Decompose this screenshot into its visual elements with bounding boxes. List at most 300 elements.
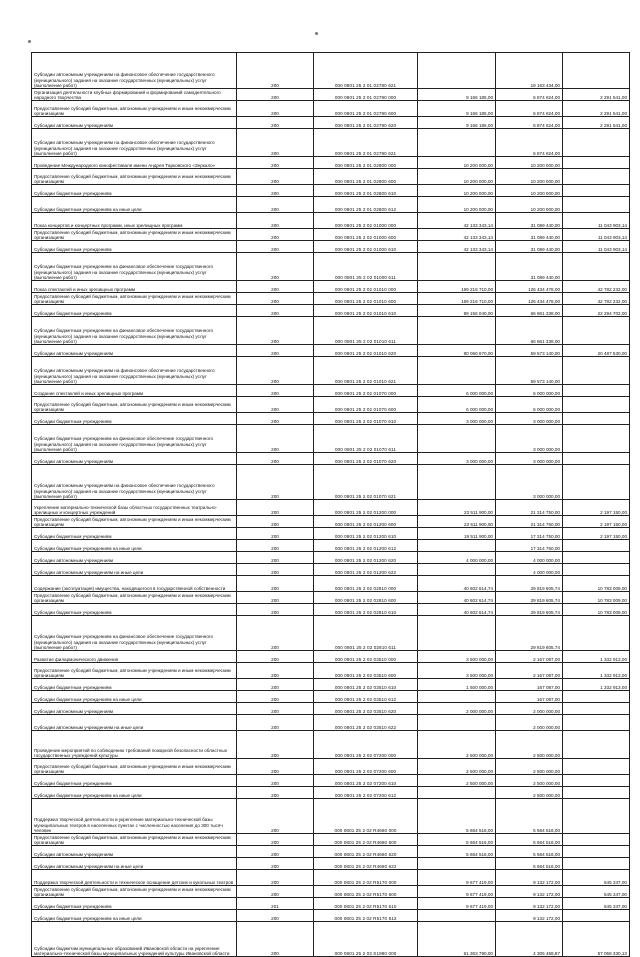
row-approved-amount-cell: 3 500 000,00 [418,663,496,679]
row-unexecuted-amount-cell [563,185,630,197]
row-line-code-cell: 200 [237,922,314,957]
row-name-cell: Предоставление субсидий бюджетным, автономным учреждениям и иным некоммерческим организациям [32,169,237,185]
row-name-cell: Предоставление субсидий бюджетным, автономным учреждениям и иным некоммерческим организациям [32,592,237,604]
row-approved-amount-cell: 9 677 419,00 [418,898,496,910]
row-name-cell: Субсидии автономным учреждениям [32,117,237,129]
row-name-cell: Субсидии бюджетным учреждениям [32,241,237,253]
row-classification-code-cell: 000 0801 25 2 02 02810 610 [314,604,418,616]
row-unexecuted-amount-cell: 10 783 009,00 [563,576,630,592]
row-name-cell: Субсидии бюджетным учреждениям на иные цели [32,197,237,213]
row-approved-amount-cell: 169 216 710,00 [418,293,496,305]
table-row [32,616,630,651]
row-unexecuted-amount-cell [563,552,630,564]
row-name-cell: Предоставление субсидий бюджетным, автономным учреждениям и иным некоммерческим организациям [32,397,237,413]
row-executed-amount-cell: 19 163 434,00 [496,53,563,89]
row-approved-amount-cell [418,425,496,453]
table-row [32,465,630,500]
row-unexecuted-amount-cell [563,465,630,500]
row-executed-amount-cell: 29 819 605,74 [496,616,563,651]
row-name-cell: Субсидии бюджетным учреждениям на иные цели [32,910,237,922]
row-approved-amount-cell: 61 363 790,00 [418,922,496,957]
row-approved-amount-cell: 23 511 900,00 [418,500,496,516]
row-executed-amount-cell: 2 000 000,00 [496,715,563,731]
row-classification-code-cell: 000 0801 25 2 02 01000 611 [314,253,418,281]
row-unexecuted-amount-cell [563,775,630,787]
table-row [32,731,630,759]
row-approved-amount-cell: 40 602 614,74 [418,604,496,616]
row-approved-amount-cell [418,564,496,576]
row-classification-code-cell: 000 0801 25 2 02 01200 612 [314,540,418,552]
row-approved-amount-cell: 42 133 343,14 [418,213,496,229]
row-line-code-cell: 200 [237,703,314,715]
row-approved-amount-cell: 3 000 000,00 [418,453,496,465]
row-approved-amount-cell: 10 200 000,00 [418,185,496,197]
row-approved-amount-cell [418,129,496,157]
row-unexecuted-amount-cell: 10 783 009,00 [563,592,630,604]
row-line-code-cell: 200 [237,552,314,564]
scan-margin [0,0,640,52]
row-line-code-cell: 200 [237,317,314,345]
row-unexecuted-amount-cell [563,397,630,413]
row-unexecuted-amount-cell [563,357,630,385]
row-name-cell: Субсидии бюджетным учреждениям на финансовое обеспечение государственного (муниципального) задания на оказание государственных (муниципальных) услуг (выполнение работ) [32,317,237,345]
row-executed-amount-cell: 10 200 000,00 [496,169,563,185]
row-line-code-cell: 200 [237,663,314,679]
table-row [32,425,630,453]
row-name-cell: Проведение мероприятий по соблюдению требований пожарной безопасности областных государственных учреждений культуры [32,731,237,759]
row-classification-code-cell: 000 0801 25 2 02 R4660 000 [314,799,418,834]
row-unexecuted-amount-cell [563,157,630,169]
table-row [32,89,630,101]
row-executed-amount-cell: 5 664 516,00 [496,846,563,858]
row-approved-amount-cell [418,616,496,651]
row-line-code-cell: 200 [237,691,314,703]
row-classification-code-cell: 000 0801 25 2 02 01070 000 [314,385,418,397]
row-line-code-cell: 200 [237,846,314,858]
row-executed-amount-cell: 2 500 000,00 [496,731,563,759]
row-line-code-cell: 200 [237,157,314,169]
row-unexecuted-amount-cell [563,253,630,281]
row-unexecuted-amount-cell: 2 291 541,00 [563,101,630,117]
row-name-cell: Субсидии автономным учреждениям на иные цели [32,858,237,870]
row-classification-code-cell: 000 0801 25 2 01 02800 000 [314,157,418,169]
row-executed-amount-cell: 66 861 338,00 [496,317,563,345]
row-executed-amount-cell: 9 132 172,00 [496,886,563,898]
table-row [32,870,630,886]
scan-dot [28,40,31,43]
row-executed-amount-cell: 6 000 000,00 [496,397,563,413]
row-line-code-cell: 200 [237,759,314,775]
row-line-code-cell: 200 [237,616,314,651]
row-classification-code-cell: 000 0801 25 2 02 03510 620 [314,703,418,715]
row-unexecuted-amount-cell: 1 332 913,00 [563,679,630,691]
table-row [32,604,630,616]
row-line-code-cell: 200 [237,910,314,922]
table-row [32,922,630,957]
row-unexecuted-amount-cell [563,564,630,576]
row-line-code-cell: 200 [237,345,314,357]
table-row [32,241,630,253]
table-row [32,129,630,157]
table-row [32,592,630,604]
row-executed-amount-cell: 2 500 000,00 [496,775,563,787]
row-classification-code-cell: 000 0801 25 2 02 01070 610 [314,413,418,425]
table-row [32,185,630,197]
row-classification-code-cell: 000 0801 25 2 02 01070 621 [314,465,418,500]
row-line-code-cell: 200 [237,870,314,886]
row-name-cell: Субсидии бюджетным учреждениям [32,775,237,787]
row-approved-amount-cell [418,858,496,870]
row-line-code-cell: 200 [237,834,314,846]
row-classification-code-cell: 000 0801 25 2 02 07200 600 [314,759,418,775]
row-approved-amount-cell: 2 500 000,00 [418,731,496,759]
row-line-code-cell: 200 [237,213,314,229]
row-name-cell: Субсидии бюджетным учреждениям [32,679,237,691]
row-unexecuted-amount-cell [563,540,630,552]
row-name-cell: Субсидии бюджетным учреждениям на финансовое обеспечение государственного (муниципального) задания на оказание государственных (муниципальных) услуг (выполнение работ) [32,253,237,281]
table-row [32,715,630,731]
row-approved-amount-cell: 9 677 419,00 [418,870,496,886]
row-name-cell: Поддержка творческой деятельности и укрепление материально-технической базы муниципальных театров в населенных пунктах с численностью населения до 300 тысяч человек [32,799,237,834]
row-classification-code-cell: 000 0801 25 2 02 02810 600 [314,592,418,604]
row-name-cell: Субсидии автономным учреждениям на финансовое обеспечение государственного (муниципального) задания на оказание государственных (муниципальных) услуг (выполнение работ) [32,357,237,385]
row-name-cell: Предоставление субсидий бюджетным, автономным учреждениям и иным некоммерческим организациям [32,759,237,775]
row-unexecuted-amount-cell [563,691,630,703]
row-classification-code-cell: 000 0801 25 2 02 03510 000 [314,651,418,663]
row-name-cell: Субсидии автономным учреждениям на финансовое обеспечение государственного (муниципального) задания на оказание государственных (муниципальных) услуг (выполнение работ) [32,465,237,500]
row-classification-code-cell: 000 0801 25 2 02 01010 621 [314,357,418,385]
row-line-code-cell: 200 [237,775,314,787]
table-row [32,691,630,703]
row-classification-code-cell: 000 0801 25 2 02 01000 000 [314,213,418,229]
row-executed-amount-cell: 2 500 000,00 [496,787,563,799]
row-line-code-cell: 200 [237,357,314,385]
row-unexecuted-amount-cell [563,858,630,870]
row-classification-code-cell: 000 0801 25 2 01 02790 000 [314,89,418,101]
row-approved-amount-cell: 2 000 000,00 [418,703,496,715]
row-classification-code-cell: 000 0801 25 2 02 03510 600 [314,663,418,679]
budget-execution-report [31,52,629,957]
row-classification-code-cell: 000 0801 25 2 01 02790 600 [314,101,418,117]
row-line-code-cell: 200 [237,305,314,317]
table-row [32,385,630,397]
row-line-code-cell: 200 [237,89,314,101]
row-name-cell: Субсидии автономным учреждениям [32,846,237,858]
table-row [32,834,630,846]
row-classification-code-cell: 000 0801 25 2 02 01070 600 [314,397,418,413]
row-name-cell: Субсидии бюджетным учреждениям на иные цели [32,691,237,703]
row-approved-amount-cell: 4 000 000,00 [418,552,496,564]
row-name-cell: Предоставление субсидий бюджетным, автономным учреждениям и иным некоммерческим организациям [32,834,237,846]
row-executed-amount-cell: 59 573 140,00 [496,357,563,385]
table-row [32,516,630,528]
row-line-code-cell: 200 [237,129,314,157]
row-unexecuted-amount-cell: 2 291 541,00 [563,117,630,129]
row-line-code-cell: 200 [237,185,314,197]
row-name-cell: Субсидии бюджетным учреждениям [32,604,237,616]
row-line-code-cell: 200 [237,281,314,293]
row-classification-code-cell: 000 0801 25 2 01 02790 620 [314,117,418,129]
row-unexecuted-amount-cell: 545 247,00 [563,870,630,886]
row-name-cell: Укрепление материально-технической базы областных государственных театрально-зрелищных и концертных учреждений [32,500,237,516]
row-executed-amount-cell: 3 000 000,00 [496,465,563,500]
row-unexecuted-amount-cell [563,317,630,345]
row-classification-code-cell: 000 0801 25 2 02 01010 611 [314,317,418,345]
row-name-cell: Показ концертов и концертных программ, иных зрелищных программ [32,213,237,229]
row-name-cell: Поддержка творческой деятельности и техническое оснащение детских и кукольных театров [32,870,237,886]
table-row [32,576,630,592]
row-name-cell: Проведение Международного кинофестиваля имени Андрея Тарковского «Зеркало» [32,157,237,169]
row-line-code-cell: 200 [237,229,314,241]
row-line-code-cell: 200 [237,425,314,453]
row-name-cell: Содержание (эксплуатация) имущества, находящегося в государственной собственности [32,576,237,592]
row-executed-amount-cell: 10 200 000,00 [496,197,563,213]
row-approved-amount-cell [418,910,496,922]
row-approved-amount-cell [418,317,496,345]
row-line-code-cell: 200 [237,253,314,281]
row-approved-amount-cell [418,787,496,799]
row-name-cell: Субсидии бюджетным учреждениям на финансовое обеспечение государственного (муниципального) задания на оказание государственных (муниципальных) услуг (выполнение работ) [32,616,237,651]
row-approved-amount-cell: 169 216 710,00 [418,281,496,293]
row-executed-amount-cell: 6 874 624,00 [496,129,563,157]
row-executed-amount-cell: 9 132 172,00 [496,898,563,910]
row-classification-code-cell: 000 0801 25 2 02 07200 610 [314,775,418,787]
row-unexecuted-amount-cell: 42 782 232,00 [563,281,630,293]
row-executed-amount-cell: 167 087,00 [496,691,563,703]
row-unexecuted-amount-cell [563,799,630,834]
row-executed-amount-cell: 29 819 605,74 [496,576,563,592]
table-row [32,679,630,691]
row-unexecuted-amount-cell: 2 197 150,00 [563,516,630,528]
row-approved-amount-cell: 5 664 516,00 [418,846,496,858]
row-line-code-cell: 200 [237,385,314,397]
row-executed-amount-cell: 3 000 000,00 [496,413,563,425]
row-executed-amount-cell: 31 089 440,00 [496,241,563,253]
row-unexecuted-amount-cell [563,846,630,858]
row-approved-amount-cell: 40 602 614,74 [418,592,496,604]
table-row [32,799,630,834]
table-row [32,101,630,117]
row-line-code-cell: 200 [237,500,314,516]
row-unexecuted-amount-cell: 545 247,00 [563,898,630,910]
row-classification-code-cell: 000 0801 25 2 02 02810 611 [314,616,418,651]
row-line-code-cell: 200 [237,413,314,425]
row-classification-code-cell: 000 0801 25 2 02 01200 622 [314,564,418,576]
row-line-code-cell: 200 [237,53,314,89]
row-unexecuted-amount-cell: 42 782 232,00 [563,293,630,305]
row-line-code-cell: 200 [237,117,314,129]
row-unexecuted-amount-cell [563,53,630,89]
row-approved-amount-cell: 9 166 185,00 [418,117,496,129]
row-executed-amount-cell: 10 200 000,00 [496,157,563,169]
row-executed-amount-cell: 126 434 478,00 [496,281,563,293]
row-classification-code-cell: 000 0801 25 2 02 01000 610 [314,241,418,253]
row-executed-amount-cell: 21 314 750,00 [496,500,563,516]
row-approved-amount-cell: 9 166 185,00 [418,101,496,117]
table-row [32,759,630,775]
row-executed-amount-cell: 31 089 440,00 [496,253,563,281]
table-row [32,910,630,922]
table-row [32,197,630,213]
row-name-cell: Предоставление субсидий бюджетным, автономным учреждениям и иным некоммерческим организациям [32,229,237,241]
row-unexecuted-amount-cell: 2 197 150,00 [563,500,630,516]
row-unexecuted-amount-cell [563,425,630,453]
table-row [32,229,630,241]
table-row [32,413,630,425]
row-classification-code-cell: 000 0801 25 2 02 R4660 600 [314,834,418,846]
row-unexecuted-amount-cell: 545 247,00 [563,886,630,898]
row-line-code-cell: 200 [237,516,314,528]
row-approved-amount-cell: 9 166 185,00 [418,89,496,101]
row-name-cell: Развитие филармонического движения [32,651,237,663]
row-executed-amount-cell: 6 874 624,00 [496,89,563,101]
table-row [32,317,630,345]
row-executed-amount-cell: 5 664 516,00 [496,858,563,870]
row-executed-amount-cell: 9 132 172,00 [496,870,563,886]
row-approved-amount-cell: 5 664 516,00 [418,799,496,834]
row-executed-amount-cell: 167 087,00 [496,679,563,691]
table-row [32,564,630,576]
row-line-code-cell: 200 [237,679,314,691]
row-line-code-cell: 201 [237,898,314,910]
row-name-cell: Субсидии бюджетам муниципальных образований Ивановской области на укрепление материально-технической базы муниципальных учреждений культуры Ивановской области [32,922,237,957]
row-approved-amount-cell: 19 511 900,00 [418,528,496,540]
row-unexecuted-amount-cell: 1 332 913,00 [563,651,630,663]
row-classification-code-cell: 000 0801 25 2 02 03510 610 [314,679,418,691]
row-line-code-cell: 200 [237,787,314,799]
table-row [32,552,630,564]
table-row [32,253,630,281]
row-name-cell: Субсидии автономным учреждениям [32,453,237,465]
row-executed-amount-cell: 59 573 140,00 [496,345,563,357]
row-classification-code-cell: 000 0801 25 2 02 01070 611 [314,425,418,453]
row-classification-code-cell: 000 0801 25 2 02 07200 612 [314,787,418,799]
row-executed-amount-cell: 5 664 516,00 [496,834,563,846]
row-classification-code-cell: 000 0801 25 2 01 02800 600 [314,169,418,185]
row-name-cell: Субсидии автономным учреждениям на иные цели [32,715,237,731]
row-unexecuted-amount-cell [563,616,630,651]
row-executed-amount-cell: 2 167 087,00 [496,663,563,679]
row-unexecuted-amount-cell: 10 783 009,00 [563,604,630,616]
row-approved-amount-cell: 6 000 000,00 [418,397,496,413]
row-executed-amount-cell: 5 664 516,00 [496,799,563,834]
row-name-cell: Предоставление субсидий бюджетным, автономным учреждениям и иным некоммерческим организациям [32,663,237,679]
row-line-code-cell: 200 [237,564,314,576]
row-unexecuted-amount-cell: 2 197 150,00 [563,528,630,540]
row-line-code-cell: 200 [237,731,314,759]
row-name-cell: Субсидии бюджетным учреждениям на иные цели [32,787,237,799]
row-unexecuted-amount-cell [563,715,630,731]
row-approved-amount-cell: 3 000 000,00 [418,413,496,425]
row-classification-code-cell: 000 0801 25 2 01 02790 621 [314,129,418,157]
row-name-cell: Субсидии автономным учреждениям [32,552,237,564]
row-executed-amount-cell: 29 819 605,74 [496,604,563,616]
table-row [32,397,630,413]
row-line-code-cell: 200 [237,540,314,552]
row-unexecuted-amount-cell: 11 043 903,14 [563,213,630,229]
row-line-code-cell: 200 [237,101,314,117]
table-row [32,703,630,715]
table-row [32,357,630,385]
row-executed-amount-cell: 17 314 750,00 [496,528,563,540]
row-unexecuted-amount-cell: 11 043 903,14 [563,241,630,253]
row-executed-amount-cell: 4 000 000,00 [496,552,563,564]
row-line-code-cell: 200 [237,465,314,500]
row-classification-code-cell: 000 0801 25 2 02 01200 600 [314,516,418,528]
row-executed-amount-cell: 126 434 478,00 [496,293,563,305]
row-classification-code-cell: 000 0801 25 2 02 01200 000 [314,500,418,516]
table-row [32,453,630,465]
row-unexecuted-amount-cell: 20 487 530,00 [563,345,630,357]
row-classification-code-cell: 000 0801 25 2 02 01200 610 [314,528,418,540]
table-row [32,117,630,129]
table-row [32,213,630,229]
row-unexecuted-amount-cell: 1 332 913,00 [563,663,630,679]
row-approved-amount-cell: 2 500 000,00 [418,759,496,775]
row-approved-amount-cell: 10 200 000,00 [418,169,496,185]
row-approved-amount-cell: 2 500 000,00 [418,775,496,787]
table-row [32,886,630,898]
row-unexecuted-amount-cell [563,453,630,465]
row-name-cell: Организация деятельности клубных формирований и формирований самодеятельного народного творчества [32,89,237,101]
table-row [32,157,630,169]
row-classification-code-cell: 000 0801 25 2 01 02800 610 [314,185,418,197]
row-classification-code-cell: 000 0801 25 2 02 03510 622 [314,715,418,731]
row-classification-code-cell: 000 0801 25 2 02 01000 600 [314,229,418,241]
table-row [32,169,630,185]
row-classification-code-cell: 000 0801 25 2 01 02780 621 [314,53,418,89]
row-classification-code-cell: 000 0801 25 2 02 01010 000 [314,281,418,293]
row-name-cell: Субсидии автономным учреждениям на финансовое обеспечение государственного (муниципального) задания на оказание государственных (муниципальных) услуг (выполнение работ) [32,53,237,89]
row-line-code-cell: 200 [237,651,314,663]
table-row [32,53,630,89]
row-line-code-cell: 200 [237,453,314,465]
row-executed-amount-cell: 6 874 624,00 [496,101,563,117]
row-unexecuted-amount-cell [563,703,630,715]
table-row [32,651,630,663]
row-approved-amount-cell: 6 000 000,00 [418,385,496,397]
row-name-cell: Предоставление субсидий бюджетным, автономным учреждениям и иным некоммерческим организациям [32,101,237,117]
row-executed-amount-cell: 2 167 087,00 [496,651,563,663]
row-executed-amount-cell: 21 314 750,00 [496,516,563,528]
row-executed-amount-cell: 4 305 459,87 [496,922,563,957]
row-approved-amount-cell: 23 511 900,00 [418,516,496,528]
row-approved-amount-cell [418,691,496,703]
row-classification-code-cell: 000 0801 25 2 02 R4660 620 [314,846,418,858]
row-classification-code-cell: 000 0801 25 2 02 R5170 600 [314,886,418,898]
row-executed-amount-cell: 66 861 338,00 [496,305,563,317]
row-unexecuted-amount-cell: 57 058 330,13 [563,922,630,957]
table-row [32,528,630,540]
row-approved-amount-cell [418,715,496,731]
row-line-code-cell: 200 [237,528,314,540]
row-approved-amount-cell [418,253,496,281]
table-row [32,898,630,910]
row-classification-code-cell: 000 0801 25 2 02 07200 000 [314,731,418,759]
row-classification-code-cell: 000 0801 25 2 02 01070 620 [314,453,418,465]
row-classification-code-cell: 000 0801 25 2 02 03510 612 [314,691,418,703]
table-row [32,281,630,293]
row-classification-code-cell: 000 0801 25 2 02 01200 620 [314,552,418,564]
row-executed-amount-cell: 31 089 440,00 [496,213,563,229]
row-line-code-cell: 200 [237,799,314,834]
row-executed-amount-cell: 2 500 000,00 [496,759,563,775]
row-name-cell: Предоставление субсидий бюджетным, автономным учреждениям и иным некоммерческим организациям [32,516,237,528]
row-line-code-cell: 200 [237,886,314,898]
row-executed-amount-cell: 17 314 750,00 [496,540,563,552]
row-classification-code-cell: 000 0801 25 2 02 R5170 612 [314,910,418,922]
row-name-cell: Субсидии бюджетным учреждениям [32,413,237,425]
